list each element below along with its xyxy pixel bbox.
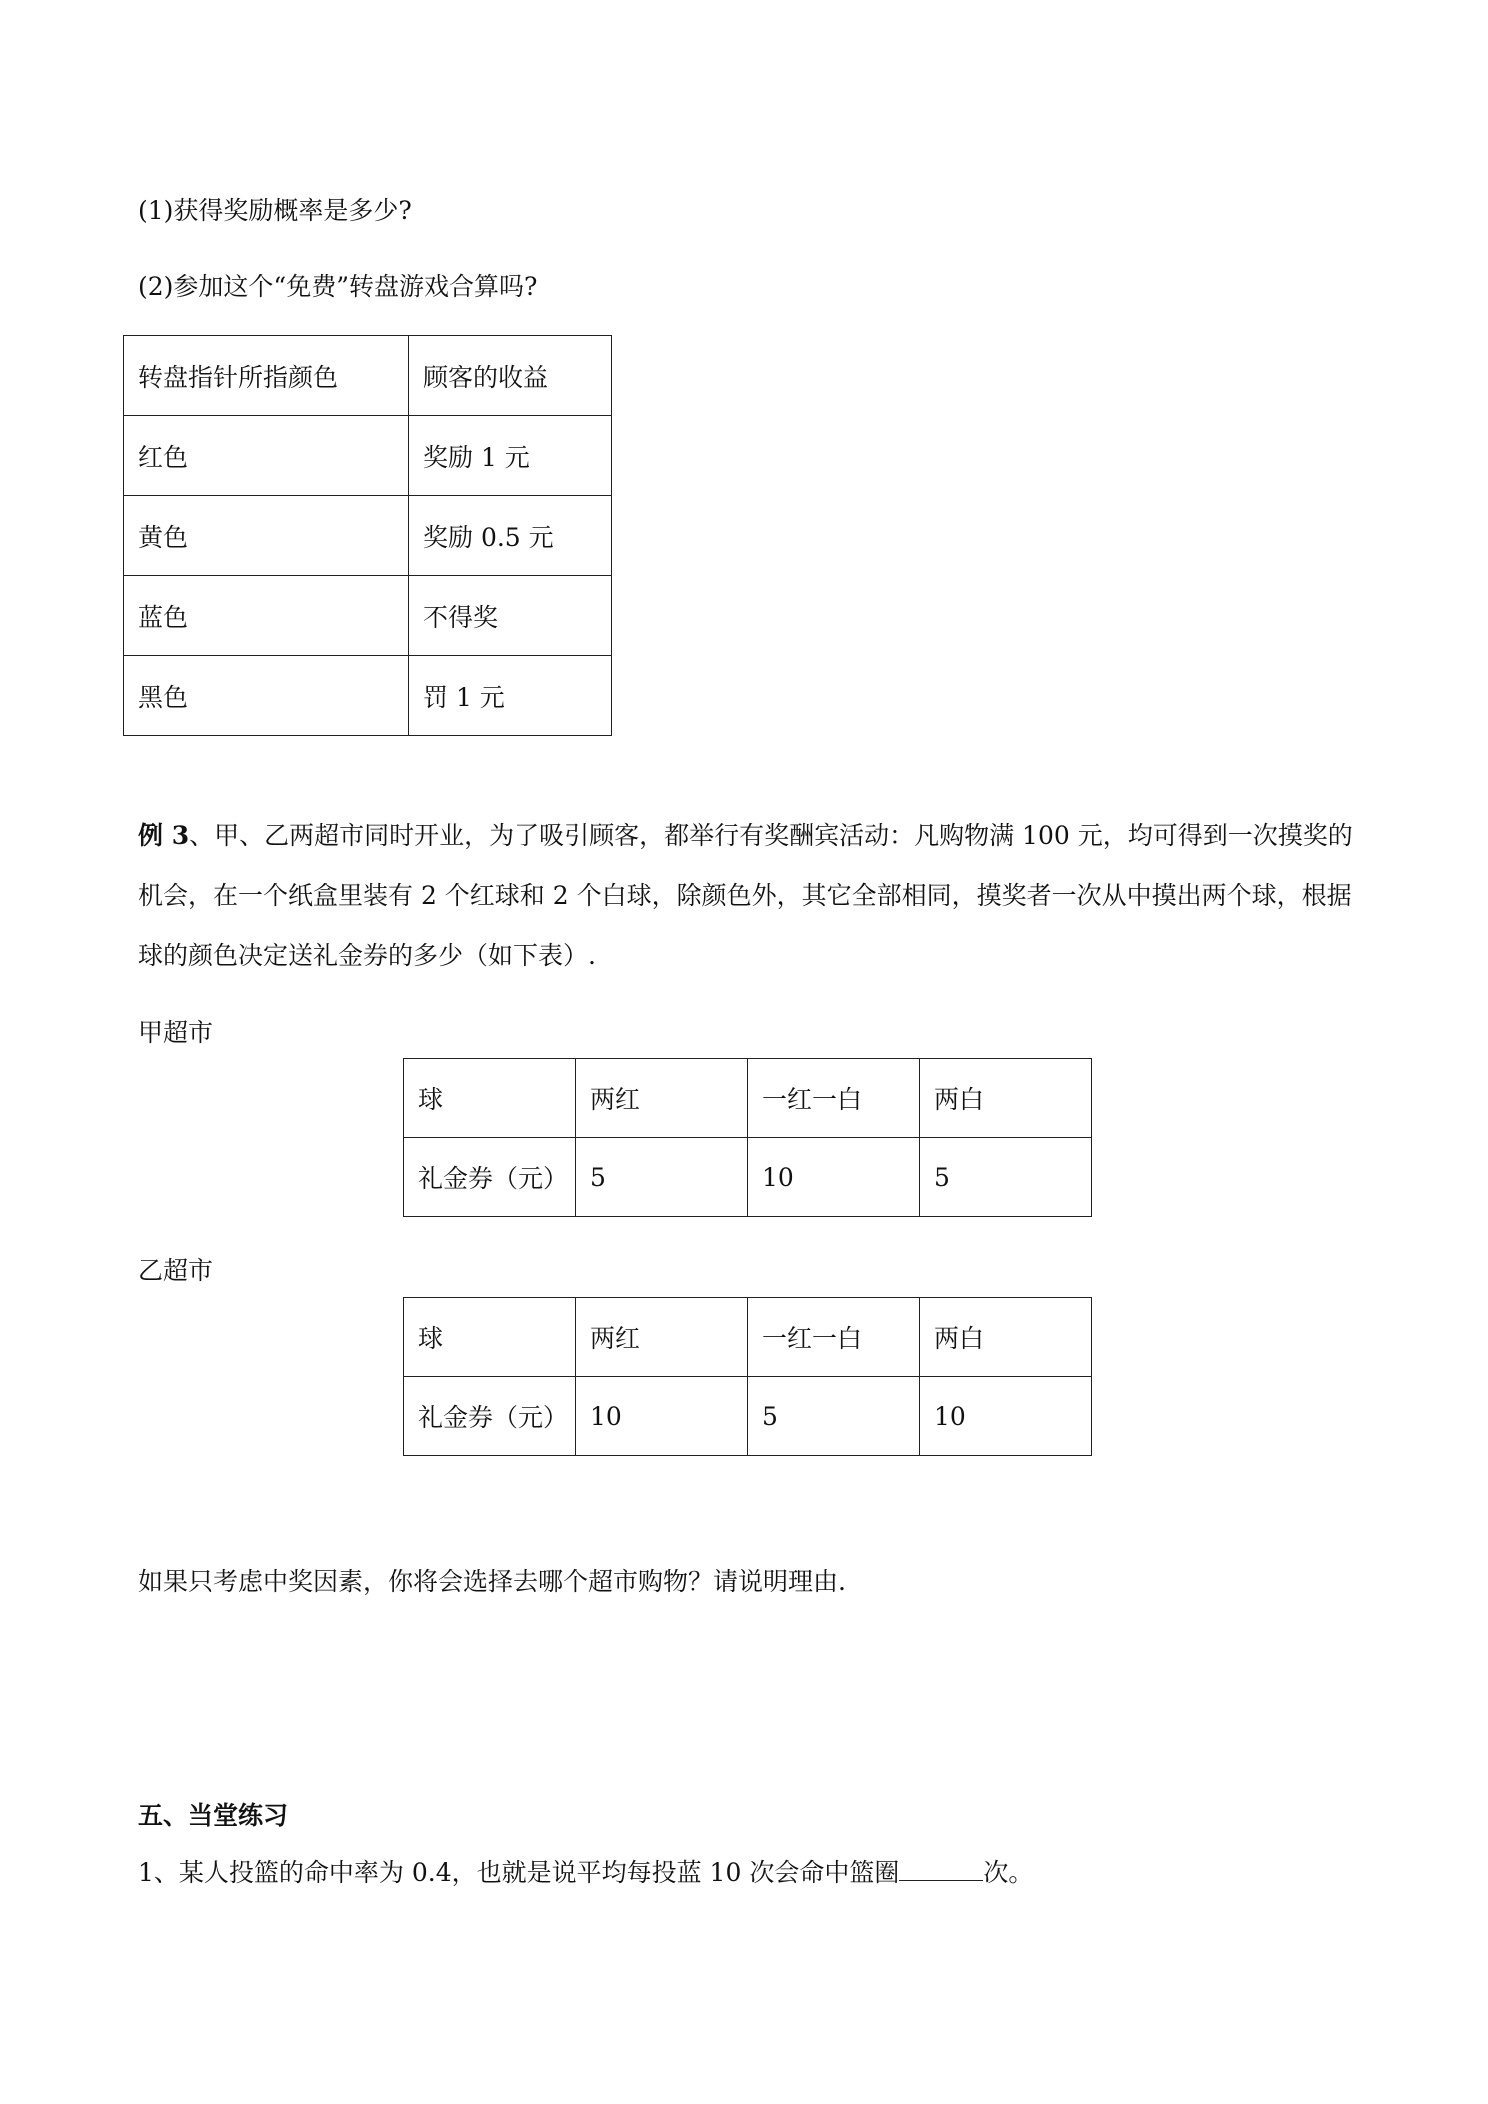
table-cell: 礼金券（元） [404, 1377, 576, 1456]
market-a-table [403, 1058, 1092, 1217]
example-3-paragraph [138, 806, 1358, 986]
table-cell: 奖励 0.5 元 [409, 496, 612, 576]
choice-question: 如果只考虑中奖因素，你将会选择去哪个超市购物？请说明理由. [138, 1567, 846, 1596]
table-cell: 黑色 [124, 656, 409, 736]
table-row [124, 416, 612, 496]
exercise-1-text: 1、某人投篮的命中率为 0.4，也就是说平均每投蓝 10 次会命中篮圈 [138, 1858, 900, 1887]
table-row [404, 1138, 1092, 1217]
table-cell: 一红一白 [748, 1059, 920, 1138]
answer-blank [899, 1858, 983, 1881]
table-cell: 礼金券（元） [404, 1138, 576, 1217]
question-2: (2)参加这个“免费”转盘游戏合算吗? [138, 272, 538, 301]
exercise-1 [138, 1858, 1033, 1888]
table-row [404, 1377, 1092, 1456]
question-1: (1)获得奖励概率是多少? [138, 196, 412, 225]
market-b-table [403, 1297, 1092, 1456]
table-header-row [404, 1059, 1092, 1138]
table-header-row [124, 336, 612, 416]
table-cell: 一红一白 [748, 1298, 920, 1377]
table-cell: 两红 [576, 1298, 748, 1377]
table-cell: 球 [404, 1298, 576, 1377]
table-header-row [404, 1298, 1092, 1377]
table-row [124, 656, 612, 736]
table-cell: 转盘指针所指颜色 [124, 336, 409, 416]
table-cell: 奖励 1 元 [409, 416, 612, 496]
market-b-title: 乙超市 [138, 1256, 214, 1285]
table-cell: 两红 [576, 1059, 748, 1138]
table-cell: 10 [920, 1377, 1092, 1456]
table-cell: 球 [404, 1059, 576, 1138]
table-cell: 5 [576, 1138, 748, 1217]
table-cell: 两白 [920, 1298, 1092, 1377]
market-a-title: 甲超市 [138, 1018, 214, 1047]
table-cell: 两白 [920, 1059, 1092, 1138]
table-cell: 黄色 [124, 496, 409, 576]
table-cell: 红色 [124, 416, 409, 496]
example-3-text: 、甲、乙两超市同时开业，为了吸引顾客，都举行有奖酬宾活动：凡购物满 100 元，均可得到一次摸奖的机会，在一个纸盒里装有 2 个红球和 2 个白球，除颜色外，其它全部相同，摸奖者一次从中摸出两个球，根据球的颜色决定送礼金券的多少（如下表）. [138, 821, 1353, 970]
table-row [124, 496, 612, 576]
example-3-label: 例 3 [138, 821, 190, 850]
table-cell: 5 [920, 1138, 1092, 1217]
table-cell: 不得奖 [409, 576, 612, 656]
spinner-reward-table [123, 335, 612, 736]
table-cell: 罚 1 元 [409, 656, 612, 736]
exercise-1-suffix: 次。 [983, 1858, 1034, 1887]
table-cell: 5 [748, 1377, 920, 1456]
table-row [124, 576, 612, 656]
table-cell: 顾客的收益 [409, 336, 612, 416]
section-5-title: 五、当堂练习 [138, 1801, 289, 1830]
table-cell: 10 [576, 1377, 748, 1456]
table-cell: 蓝色 [124, 576, 409, 656]
table-cell: 10 [748, 1138, 920, 1217]
